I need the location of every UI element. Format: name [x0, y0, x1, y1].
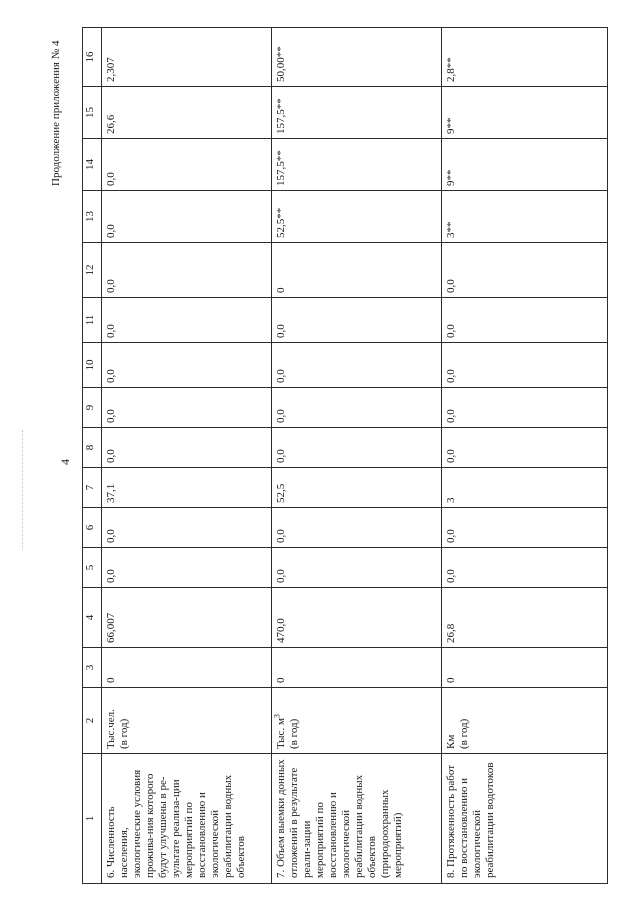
unit-cell	[272, 688, 442, 754]
value-cell: 52,5	[272, 468, 442, 508]
value-cell: 66,007	[102, 588, 272, 648]
rotated-table-frame	[82, 28, 608, 884]
value-cell: 0,0	[102, 508, 272, 548]
column-number-row	[83, 28, 102, 884]
unit-period: (в год)	[288, 718, 300, 749]
value-cell: 2,8**	[442, 28, 608, 87]
value-cell: 3	[442, 468, 608, 508]
value-cell: 157,5**	[272, 139, 442, 191]
unit-cell	[442, 688, 608, 754]
value-cell: 0,0	[272, 298, 442, 343]
value-cell: 157,5**	[272, 87, 442, 139]
appendix-table	[82, 27, 608, 884]
unit-cell	[102, 688, 272, 754]
value-cell: 0,0	[102, 388, 272, 428]
value-cell: 9**	[442, 87, 608, 139]
value-cell: 0	[442, 648, 608, 688]
column-number: 5	[83, 548, 102, 588]
value-cell: 0,0	[102, 548, 272, 588]
value-cell: 470,0	[272, 588, 442, 648]
value-cell: 52,5**	[272, 191, 442, 243]
column-number: 13	[83, 191, 102, 243]
value-cell: 0,0	[102, 243, 272, 298]
column-number: 16	[83, 28, 102, 87]
unit-period: (в год)	[118, 718, 130, 749]
column-number: 2	[83, 688, 102, 754]
value-cell: 0,0	[102, 428, 272, 468]
indicator-cell: 6. Численность населения, экологические условия прожива-ния которого будут улучшены в ре-зультате реализа-ции мероприятий по восстановлению и экологической реабилитации водных объектов	[102, 754, 272, 884]
value-cell: 0,0	[272, 508, 442, 548]
table-container	[82, 28, 608, 884]
value-cell: 0,0	[102, 298, 272, 343]
column-number: 12	[83, 243, 102, 298]
value-cell: 0,0	[272, 548, 442, 588]
column-number: 10	[83, 343, 102, 388]
value-cell: 0,0	[442, 298, 608, 343]
value-cell: 0,0	[272, 388, 442, 428]
value-cell: 0,0	[272, 428, 442, 468]
column-number: 3	[83, 648, 102, 688]
value-cell: 0,0	[442, 548, 608, 588]
value-cell: 0,0	[442, 388, 608, 428]
page-number: 4	[58, 459, 72, 465]
unit-label: Тыс.чел.	[105, 709, 117, 749]
unit-superscript: 3	[272, 714, 282, 719]
column-number: 14	[83, 139, 102, 191]
value-cell: 0,0	[442, 508, 608, 548]
value-cell: 26,8	[442, 588, 608, 648]
value-cell: 0,0	[102, 191, 272, 243]
table-row	[102, 28, 272, 884]
value-cell: 0	[272, 243, 442, 298]
scan-artifact	[22, 430, 27, 550]
value-cell: 50,00**	[272, 28, 442, 87]
indicator-cell: 7. Объем выемки донных отложений в результате реали-зации мероприятий по восстановлению и экологической реабилитации водных объектов (природоохранных мероприятий)	[272, 754, 442, 884]
value-cell: 26,6	[102, 87, 272, 139]
value-cell: 0	[102, 648, 272, 688]
column-number: 1	[83, 754, 102, 884]
column-number: 11	[83, 298, 102, 343]
value-cell: 0	[272, 648, 442, 688]
unit-label: Тыс. м	[275, 718, 287, 749]
value-cell: 0,0	[102, 139, 272, 191]
value-cell: 0,0	[442, 428, 608, 468]
indicator-cell: 8. Протяженность работ по восстановлению и экологической реабилитации водотоков	[442, 754, 608, 884]
column-number: 8	[83, 428, 102, 468]
value-cell: 2,307	[102, 28, 272, 87]
value-cell: 9**	[442, 139, 608, 191]
table-row	[442, 28, 608, 884]
value-cell: 0,0	[442, 243, 608, 298]
value-cell: 3**	[442, 191, 608, 243]
column-number: 9	[83, 388, 102, 428]
column-number: 6	[83, 508, 102, 548]
value-cell: 0,0	[102, 343, 272, 388]
unit-label: Км	[445, 734, 457, 749]
value-cell: 0,0	[272, 343, 442, 388]
value-cell: 0,0	[442, 343, 608, 388]
column-number: 15	[83, 87, 102, 139]
unit-period: (в год)	[458, 718, 470, 749]
table-row	[272, 28, 442, 884]
value-cell: 37,1	[102, 468, 272, 508]
column-number: 7	[83, 468, 102, 508]
continuation-title: Продолжение приложения № 4	[50, 40, 62, 186]
column-number: 4	[83, 588, 102, 648]
